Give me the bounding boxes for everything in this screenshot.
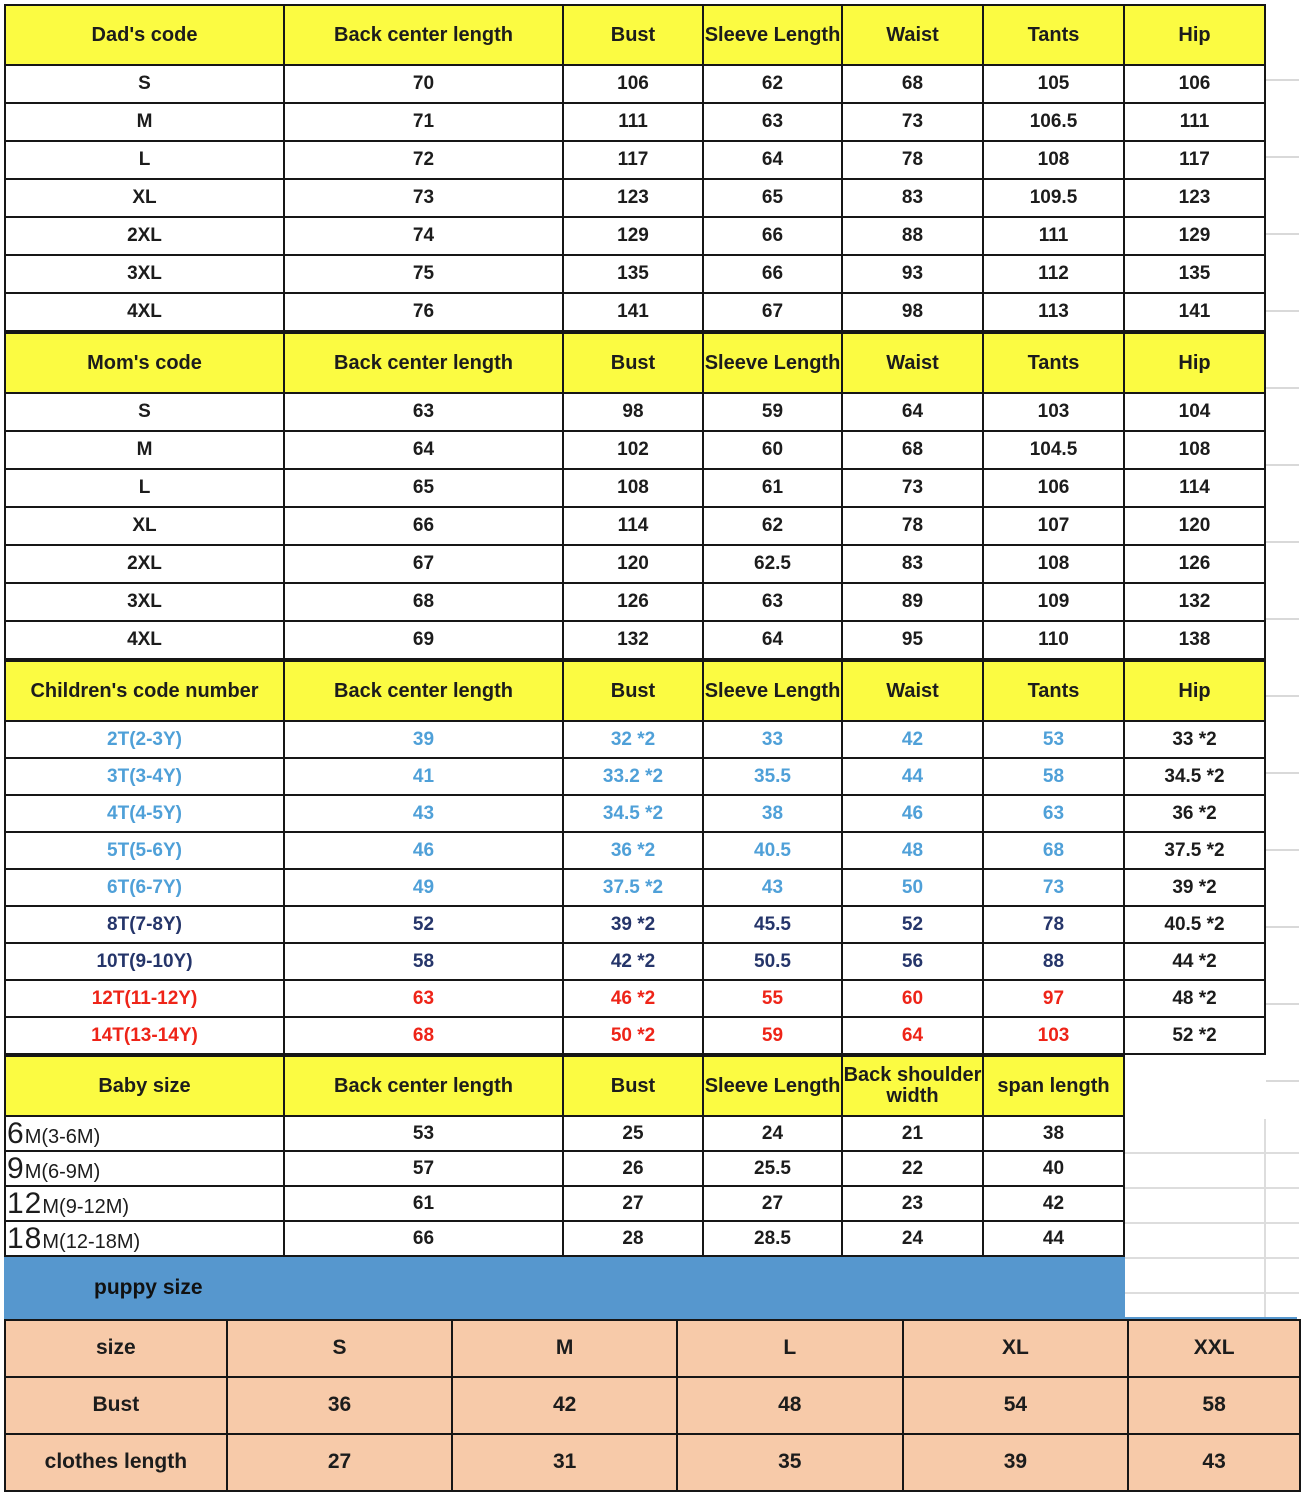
cell: 44: [983, 1221, 1124, 1256]
cell: 45.5: [703, 906, 842, 943]
cell: 135: [563, 255, 703, 293]
column-header: Sleeve Length: [703, 661, 842, 721]
cell: 24: [842, 1221, 983, 1256]
cell: 123: [563, 179, 703, 217]
cell: 52: [842, 906, 983, 943]
cell: 135: [1124, 255, 1265, 293]
cell: 36: [227, 1377, 453, 1434]
cell: 132: [563, 621, 703, 659]
cell: 54: [903, 1377, 1129, 1434]
cell: 60: [842, 980, 983, 1017]
cell: 43: [1128, 1434, 1300, 1491]
cell: 67: [284, 545, 563, 583]
cell: 33.2 *2: [563, 758, 703, 795]
row-label: 5T(5-6Y): [5, 832, 284, 869]
dad-header-row: [5, 5, 1265, 65]
cell: 88: [983, 943, 1124, 980]
cell: 78: [842, 507, 983, 545]
table-row: [5, 721, 1265, 758]
cell: 55: [703, 980, 842, 1017]
cell: S: [227, 1320, 453, 1377]
cell: 31: [452, 1434, 677, 1491]
cell: 141: [563, 293, 703, 331]
row-label: size: [5, 1320, 227, 1377]
column-header: Waist: [842, 5, 983, 65]
column-header: Bust: [563, 1056, 703, 1116]
cell: 46: [842, 795, 983, 832]
table-row: [5, 141, 1265, 179]
cell: 106: [1124, 65, 1265, 103]
mom-header-row: [5, 333, 1265, 393]
cell: 120: [1124, 507, 1265, 545]
cell: 37.5 *2: [563, 869, 703, 906]
cell: 37.5 *2: [1124, 832, 1265, 869]
mom-size-table: [4, 332, 1266, 660]
cell: M: [452, 1320, 677, 1377]
row-label: 2T(2-3Y): [5, 721, 284, 758]
column-header: Back center length: [284, 5, 563, 65]
cell: 72: [284, 141, 563, 179]
cell: 70: [284, 65, 563, 103]
cell: 64: [284, 431, 563, 469]
cell: 104.5: [983, 431, 1124, 469]
cell: 36 *2: [563, 832, 703, 869]
cell: 42: [983, 1186, 1124, 1221]
baby-size-table: [4, 1055, 1125, 1257]
row-label: 2XL: [5, 217, 284, 255]
cell: 106: [563, 65, 703, 103]
column-header: Tants: [983, 5, 1124, 65]
table-row: [5, 758, 1265, 795]
cell: 46 *2: [563, 980, 703, 1017]
cell: 108: [983, 141, 1124, 179]
children-header-row: [5, 661, 1265, 721]
cell: 71: [284, 103, 563, 141]
table-row: [5, 906, 1265, 943]
cell: 65: [703, 179, 842, 217]
cell: 64: [842, 393, 983, 431]
row-label: [5, 1186, 284, 1221]
baby-size-number: 6: [7, 1116, 25, 1150]
row-label: 6T(6-7Y): [5, 869, 284, 906]
cell: 138: [1124, 621, 1265, 659]
cell: 22: [842, 1151, 983, 1186]
table-row: [5, 980, 1265, 1017]
cell: 62: [703, 507, 842, 545]
row-label: 2XL: [5, 545, 284, 583]
cell: 25: [563, 1116, 703, 1151]
cell: 64: [703, 621, 842, 659]
cell: 63: [703, 103, 842, 141]
cell: 108: [563, 469, 703, 507]
table-row: [5, 869, 1265, 906]
cell: 83: [842, 545, 983, 583]
cell: 132: [1124, 583, 1265, 621]
table-row: [5, 179, 1265, 217]
cell: 108: [1124, 431, 1265, 469]
cell: 68: [284, 1017, 563, 1054]
row-label: 12T(11-12Y): [5, 980, 284, 1017]
cell: 35: [677, 1434, 903, 1491]
cell: 28.5: [703, 1221, 842, 1256]
cell: 27: [703, 1186, 842, 1221]
table-row: [5, 393, 1265, 431]
cell: 110: [983, 621, 1124, 659]
table-row: [5, 255, 1265, 293]
cell: 59: [703, 393, 842, 431]
cell: 68: [842, 65, 983, 103]
cell: 28: [563, 1221, 703, 1256]
cell: 73: [983, 869, 1124, 906]
cell: 53: [284, 1116, 563, 1151]
baby-size-range: M(6-9M): [24, 1160, 101, 1183]
cell: 88: [842, 217, 983, 255]
cell: 63: [284, 393, 563, 431]
cell: 42: [452, 1377, 677, 1434]
cell: 97: [983, 980, 1124, 1017]
puppy-size-table: [4, 1319, 1301, 1492]
cell: 43: [703, 869, 842, 906]
cell: 27: [563, 1186, 703, 1221]
cell: 58: [1128, 1377, 1300, 1434]
cell: 63: [284, 980, 563, 1017]
column-header: Waist: [842, 333, 983, 393]
cell: XXL: [1128, 1320, 1300, 1377]
cell: 102: [563, 431, 703, 469]
cell: 61: [284, 1186, 563, 1221]
cell: 111: [563, 103, 703, 141]
cell: 34.5 *2: [563, 795, 703, 832]
table-row: [5, 1320, 1300, 1377]
column-header: Sleeve Length: [703, 333, 842, 393]
cell: 109: [983, 583, 1124, 621]
table-row: [5, 1377, 1300, 1434]
cell: 66: [284, 1221, 563, 1256]
row-label: 14T(13-14Y): [5, 1017, 284, 1054]
table-row: [5, 1434, 1300, 1491]
column-header: Bust: [563, 5, 703, 65]
row-label: 4T(4-5Y): [5, 795, 284, 832]
cell: 129: [563, 217, 703, 255]
cell: 141: [1124, 293, 1265, 331]
cell: 21: [842, 1116, 983, 1151]
cell: 32 *2: [563, 721, 703, 758]
column-header: Hip: [1124, 5, 1265, 65]
cell: 73: [284, 179, 563, 217]
baby-size-range: M(9-12M): [42, 1195, 130, 1218]
cell: 107: [983, 507, 1124, 545]
cell: 40.5: [703, 832, 842, 869]
puppy-size-section-header: [4, 1257, 1297, 1319]
table-row: [5, 217, 1265, 255]
table-row: [5, 1017, 1265, 1054]
cell: 43: [284, 795, 563, 832]
baby-size-range: M(12-18M): [42, 1230, 141, 1253]
table-row: [5, 943, 1265, 980]
cell: 40.5 *2: [1124, 906, 1265, 943]
cell: 75: [284, 255, 563, 293]
cell: 111: [983, 217, 1124, 255]
cell: 106.5: [983, 103, 1124, 141]
column-header: Back center length: [284, 333, 563, 393]
cell: 35.5: [703, 758, 842, 795]
column-header: Mom's code: [5, 333, 284, 393]
cell: 50: [842, 869, 983, 906]
cell: 68: [983, 832, 1124, 869]
row-label: S: [5, 393, 284, 431]
cell: 78: [983, 906, 1124, 943]
cell: 39: [903, 1434, 1129, 1491]
table-row: [5, 469, 1265, 507]
baby-size-number: 12: [7, 1186, 43, 1220]
cell: 126: [1124, 545, 1265, 583]
cell: 106: [983, 469, 1124, 507]
row-label: [5, 1221, 284, 1256]
cell: 117: [563, 141, 703, 179]
cell: 61: [703, 469, 842, 507]
column-header: Tants: [983, 333, 1124, 393]
cell: 129: [1124, 217, 1265, 255]
cell: 66: [703, 255, 842, 293]
row-label: clothes length: [5, 1434, 227, 1491]
puppy-size-title: puppy size: [94, 1276, 203, 1299]
row-label: M: [5, 103, 284, 141]
cell: 33: [703, 721, 842, 758]
row-label: XL: [5, 507, 284, 545]
column-header: Hip: [1124, 333, 1265, 393]
cell: 33 *2: [1124, 721, 1265, 758]
table-row: [5, 293, 1265, 331]
cell: 48 *2: [1124, 980, 1265, 1017]
cell: 62.5: [703, 545, 842, 583]
cell: 41: [284, 758, 563, 795]
cell: 66: [703, 217, 842, 255]
cell: 112: [983, 255, 1124, 293]
cell: 59: [703, 1017, 842, 1054]
cell: 53: [983, 721, 1124, 758]
table-row: [5, 1151, 1124, 1186]
cell: 83: [842, 179, 983, 217]
row-label: 3XL: [5, 583, 284, 621]
cell: 56: [842, 943, 983, 980]
table-row: [5, 545, 1265, 583]
cell: 50 *2: [563, 1017, 703, 1054]
column-header: Hip: [1124, 661, 1265, 721]
baby-header-row: [5, 1056, 1124, 1116]
cell: 25.5: [703, 1151, 842, 1186]
cell: 38: [703, 795, 842, 832]
cell: 48: [677, 1377, 903, 1434]
row-label: S: [5, 65, 284, 103]
cell: 62: [703, 65, 842, 103]
cell: 109.5: [983, 179, 1124, 217]
column-header: Back center length: [284, 1056, 563, 1116]
cell: 24: [703, 1116, 842, 1151]
cell: 78: [842, 141, 983, 179]
cell: 36 *2: [1124, 795, 1265, 832]
cell: 60: [703, 431, 842, 469]
table-row: [5, 65, 1265, 103]
column-header: Back center length: [284, 661, 563, 721]
cell: 50.5: [703, 943, 842, 980]
baby-size-number: 9: [7, 1151, 25, 1185]
row-label: 4XL: [5, 293, 284, 331]
column-header: Bust: [563, 333, 703, 393]
cell: 67: [703, 293, 842, 331]
cell: 98: [563, 393, 703, 431]
cell: 114: [563, 507, 703, 545]
row-label: L: [5, 141, 284, 179]
cell: 76: [284, 293, 563, 331]
column-header: Back shoulder width: [842, 1056, 983, 1116]
cell: 48: [842, 832, 983, 869]
cell: 39: [284, 721, 563, 758]
row-label: Bust: [5, 1377, 227, 1434]
column-header: Dad's code: [5, 5, 284, 65]
column-header: Tants: [983, 661, 1124, 721]
table-row: [5, 1116, 1124, 1151]
dad-size-table: [4, 4, 1266, 332]
table-row: [5, 507, 1265, 545]
cell: 42: [842, 721, 983, 758]
cell: 44: [842, 758, 983, 795]
cell: 44 *2: [1124, 943, 1265, 980]
row-label: 8T(7-8Y): [5, 906, 284, 943]
cell: 40: [983, 1151, 1124, 1186]
baby-size-range: M(3-6M): [24, 1125, 101, 1148]
cell: 126: [563, 583, 703, 621]
cell: 105: [983, 65, 1124, 103]
cell: 123: [1124, 179, 1265, 217]
row-label: [5, 1151, 284, 1186]
table-row: [5, 583, 1265, 621]
cell: 58: [284, 943, 563, 980]
cell: 114: [1124, 469, 1265, 507]
row-label: XL: [5, 179, 284, 217]
table-row: [5, 103, 1265, 141]
table-row: [5, 795, 1265, 832]
cell: 52 *2: [1124, 1017, 1265, 1054]
cell: 23: [842, 1186, 983, 1221]
cell: 68: [284, 583, 563, 621]
spreadsheet-gridline-area: [1125, 1119, 1299, 1317]
spreadsheet-gridline-gutter: [1266, 4, 1299, 1257]
column-header: Sleeve Length: [703, 5, 842, 65]
row-label: 3T(3-4Y): [5, 758, 284, 795]
column-header: Baby size: [5, 1056, 284, 1116]
row-label: 10T(9-10Y): [5, 943, 284, 980]
cell: 93: [842, 255, 983, 293]
cell: 57: [284, 1151, 563, 1186]
cell: 27: [227, 1434, 453, 1491]
table-row: [5, 621, 1265, 659]
cell: 63: [703, 583, 842, 621]
cell: 64: [703, 141, 842, 179]
cell: 95: [842, 621, 983, 659]
cell: L: [677, 1320, 903, 1377]
table-row: [5, 1186, 1124, 1221]
row-label: 4XL: [5, 621, 284, 659]
children-size-table: [4, 660, 1266, 1055]
row-label: M: [5, 431, 284, 469]
column-header: Waist: [842, 661, 983, 721]
cell: 39 *2: [1124, 869, 1265, 906]
cell: 98: [842, 293, 983, 331]
cell: 120: [563, 545, 703, 583]
cell: 69: [284, 621, 563, 659]
column-header: Sleeve Length: [703, 1056, 842, 1116]
table-row: [5, 1221, 1124, 1256]
table-row: [5, 431, 1265, 469]
cell: 103: [983, 1017, 1124, 1054]
cell: 104: [1124, 393, 1265, 431]
cell: 111: [1124, 103, 1265, 141]
cell: 117: [1124, 141, 1265, 179]
column-header: Bust: [563, 661, 703, 721]
table-row: [5, 832, 1265, 869]
gridline: [1264, 1119, 1266, 1317]
cell: 26: [563, 1151, 703, 1186]
cell: 73: [842, 103, 983, 141]
cell: XL: [903, 1320, 1129, 1377]
row-label: L: [5, 469, 284, 507]
cell: 108: [983, 545, 1124, 583]
baby-size-number: 18: [7, 1221, 43, 1255]
cell: 52: [284, 906, 563, 943]
cell: 65: [284, 469, 563, 507]
row-label: [5, 1116, 284, 1151]
cell: 68: [842, 431, 983, 469]
cell: 103: [983, 393, 1124, 431]
cell: 64: [842, 1017, 983, 1054]
cell: 74: [284, 217, 563, 255]
column-header: span length: [983, 1056, 1124, 1116]
cell: 39 *2: [563, 906, 703, 943]
cell: 113: [983, 293, 1124, 331]
row-label: 3XL: [5, 255, 284, 293]
cell: 46: [284, 832, 563, 869]
cell: 49: [284, 869, 563, 906]
cell: 89: [842, 583, 983, 621]
cell: 34.5 *2: [1124, 758, 1265, 795]
cell: 42 *2: [563, 943, 703, 980]
column-header: Children's code number: [5, 661, 284, 721]
cell: 66: [284, 507, 563, 545]
cell: 58: [983, 758, 1124, 795]
cell: 73: [842, 469, 983, 507]
cell: 38: [983, 1116, 1124, 1151]
cell: 63: [983, 795, 1124, 832]
